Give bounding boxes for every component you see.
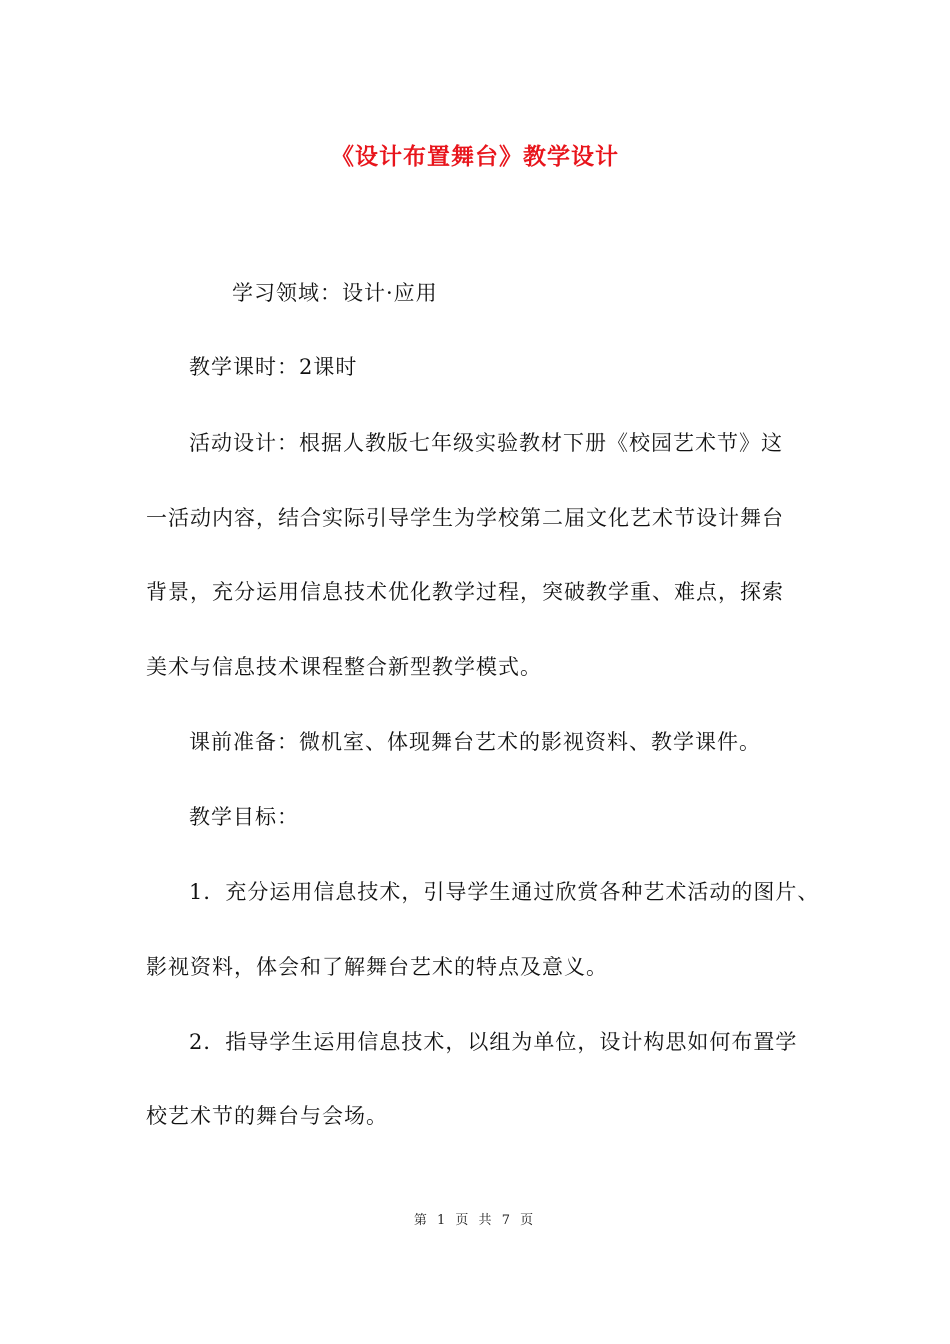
- paragraph-line-activity-3: 背景，充分运用信息技术优化教学过程，突破教学重、难点，探索: [146, 580, 784, 604]
- paragraph-line-objectives: 教学目标：: [189, 805, 299, 829]
- page-number-footer: 第 1 页 共 7 页: [413, 1213, 537, 1228]
- paragraph-line-preparation: 课前准备：微机室、体现舞台艺术的影视资料、教学课件。: [189, 730, 761, 754]
- paragraph-line-field: 学习领域：设计·应用: [232, 281, 438, 305]
- paragraph-line-objective-2b: 校艺术节的舞台与会场。: [146, 1104, 388, 1128]
- paragraph-line-objective-2a: 2．指导学生运用信息技术，以组为单位，设计构思如何布置学: [189, 1030, 798, 1054]
- document-title: 《设计布置舞台》教学设计: [331, 144, 619, 170]
- paragraph-line-activity-4: 美术与信息技术课程整合新型教学模式。: [146, 655, 542, 679]
- paragraph-line-objective-1b: 影视资料，体会和了解舞台艺术的特点及意义。: [146, 955, 608, 979]
- paragraph-line-activity-2: 一活动内容，结合实际引导学生为学校第二届文化艺术节设计舞台: [146, 506, 784, 530]
- paragraph-line-hours: 教学课时：2课时: [189, 355, 358, 379]
- paragraph-line-activity-1: 活动设计：根据人教版七年级实验教材下册《校园艺术节》这: [189, 431, 783, 455]
- paragraph-line-objective-1a: 1．充分运用信息技术，引导学生通过欣赏各种艺术活动的图片、: [189, 880, 820, 904]
